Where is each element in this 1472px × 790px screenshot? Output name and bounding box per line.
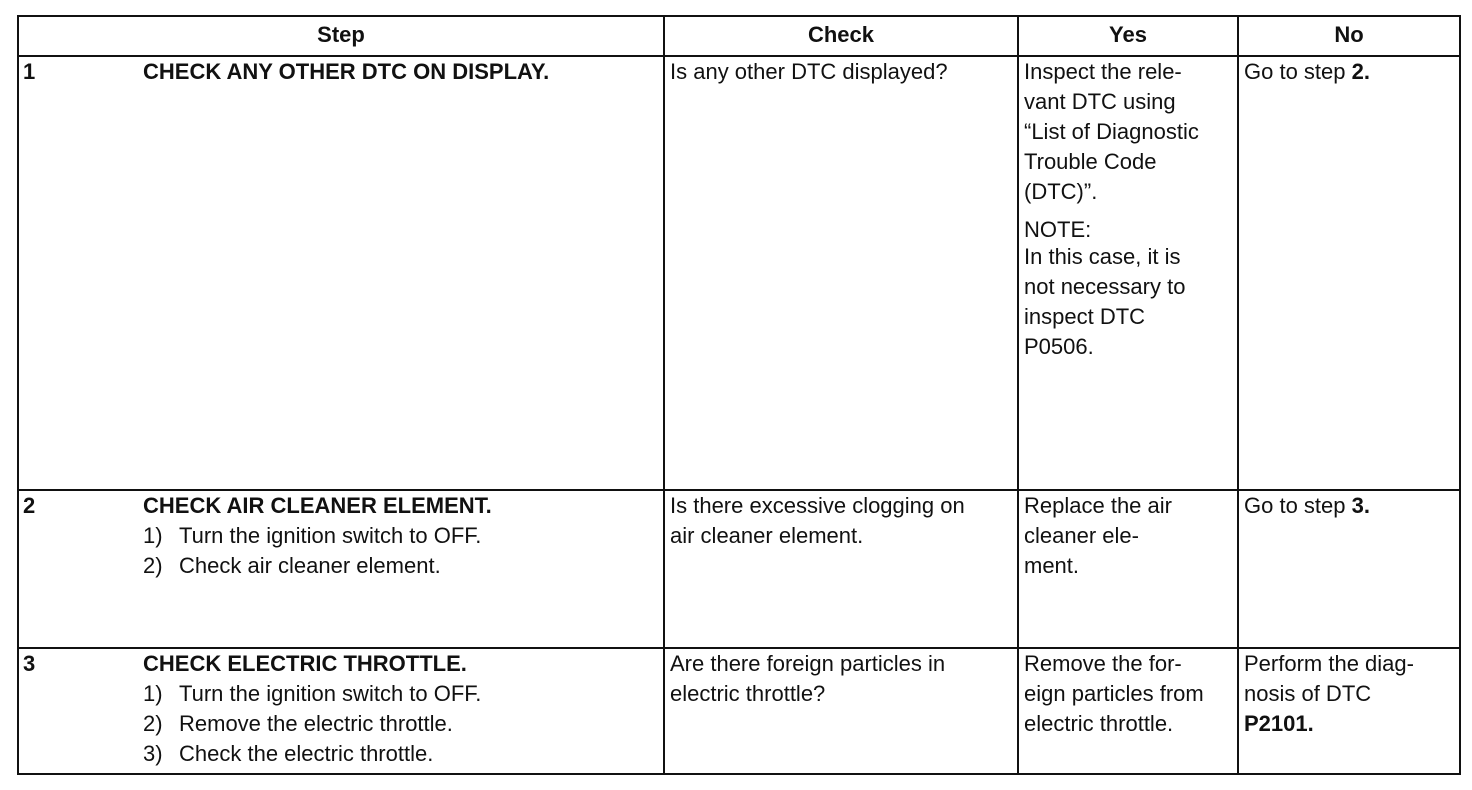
check-cell <box>664 56 1018 490</box>
substep-number: 2) <box>143 711 163 736</box>
note-label: NOTE: <box>1024 217 1092 242</box>
yes-line: (DTC)”. <box>1024 179 1098 204</box>
step-body <box>143 649 663 769</box>
step-body <box>143 57 663 87</box>
no-text-prefix: Go to step <box>1244 493 1352 518</box>
yes-line: vant DTC using <box>1024 89 1176 114</box>
table-header-row <box>18 16 1460 56</box>
step-number: 2 <box>23 493 36 518</box>
step-number: 1 <box>23 59 36 84</box>
yes-cell <box>1018 56 1238 490</box>
header-step: Step <box>18 16 664 56</box>
step-cell <box>18 56 664 490</box>
note-line: not necessary to <box>1024 274 1186 299</box>
note-line: inspect DTC <box>1024 304 1146 329</box>
note-line: In this case, it is <box>1024 244 1181 269</box>
yes-cell <box>1018 490 1238 648</box>
no-line: P2101. <box>1244 711 1314 736</box>
header-no: No <box>1238 16 1460 56</box>
yes-line: eign particles from <box>1024 681 1204 706</box>
header-yes: Yes <box>1018 16 1238 56</box>
substep <box>143 739 663 769</box>
no-step-ref: 2. <box>1351 59 1370 84</box>
substep <box>143 679 663 709</box>
step-cell <box>18 490 664 648</box>
no-line: nosis of DTC <box>1244 681 1372 706</box>
no-cell <box>1238 56 1460 490</box>
yes-cell <box>1018 648 1238 774</box>
yes-line: “List of Diagnostic <box>1024 119 1199 144</box>
substep-number: 2) <box>143 553 163 578</box>
substep-text: Turn the ignition switch to OFF. <box>179 681 482 706</box>
step-title: CHECK ELECTRIC THROTTLE. <box>143 651 467 676</box>
table-row <box>18 648 1460 774</box>
substep <box>143 709 663 739</box>
table-row <box>18 490 1460 648</box>
diagnostic-procedure-table <box>17 15 1461 775</box>
no-line: Perform the diag- <box>1244 651 1414 676</box>
substep-text: Turn the ignition switch to OFF. <box>179 523 482 548</box>
substep <box>143 551 663 581</box>
substep <box>143 521 663 551</box>
step-body <box>143 491 663 581</box>
yes-line: Remove the for- <box>1024 651 1182 676</box>
no-step-ref: 3. <box>1351 493 1370 518</box>
step-title: CHECK ANY OTHER DTC ON DISPLAY. <box>143 59 550 84</box>
yes-line: electric throttle. <box>1024 711 1174 736</box>
yes-line: Inspect the rele- <box>1024 59 1182 84</box>
check-line: Is there excessive clogging on <box>670 493 965 518</box>
check-line: electric throttle? <box>670 681 826 706</box>
check-cell <box>664 490 1018 648</box>
substep-text: Remove the electric throttle. <box>179 711 453 736</box>
step-number: 3 <box>23 651 36 676</box>
substep-text: Check the electric throttle. <box>179 741 434 766</box>
yes-line: ment. <box>1024 553 1080 578</box>
check-text: Is any other DTC displayed? <box>670 59 948 84</box>
no-cell <box>1238 648 1460 774</box>
substep-number: 3) <box>143 741 163 766</box>
step-cell <box>18 648 664 774</box>
check-cell <box>664 648 1018 774</box>
yes-line: Trouble Code <box>1024 149 1157 174</box>
no-cell <box>1238 490 1460 648</box>
step-title: CHECK AIR CLEANER ELEMENT. <box>143 493 492 518</box>
substep-number: 1) <box>143 523 163 548</box>
yes-line: Replace the air <box>1024 493 1172 518</box>
header-check: Check <box>664 16 1018 56</box>
note-line: P0506. <box>1024 334 1094 359</box>
yes-line: cleaner ele- <box>1024 523 1139 548</box>
substep-number: 1) <box>143 681 163 706</box>
check-line: Are there foreign particles in <box>670 651 946 676</box>
substep-text: Check air cleaner element. <box>179 553 441 578</box>
table-row <box>18 56 1460 490</box>
check-line: air cleaner element. <box>670 523 864 548</box>
no-text-prefix: Go to step <box>1244 59 1352 84</box>
